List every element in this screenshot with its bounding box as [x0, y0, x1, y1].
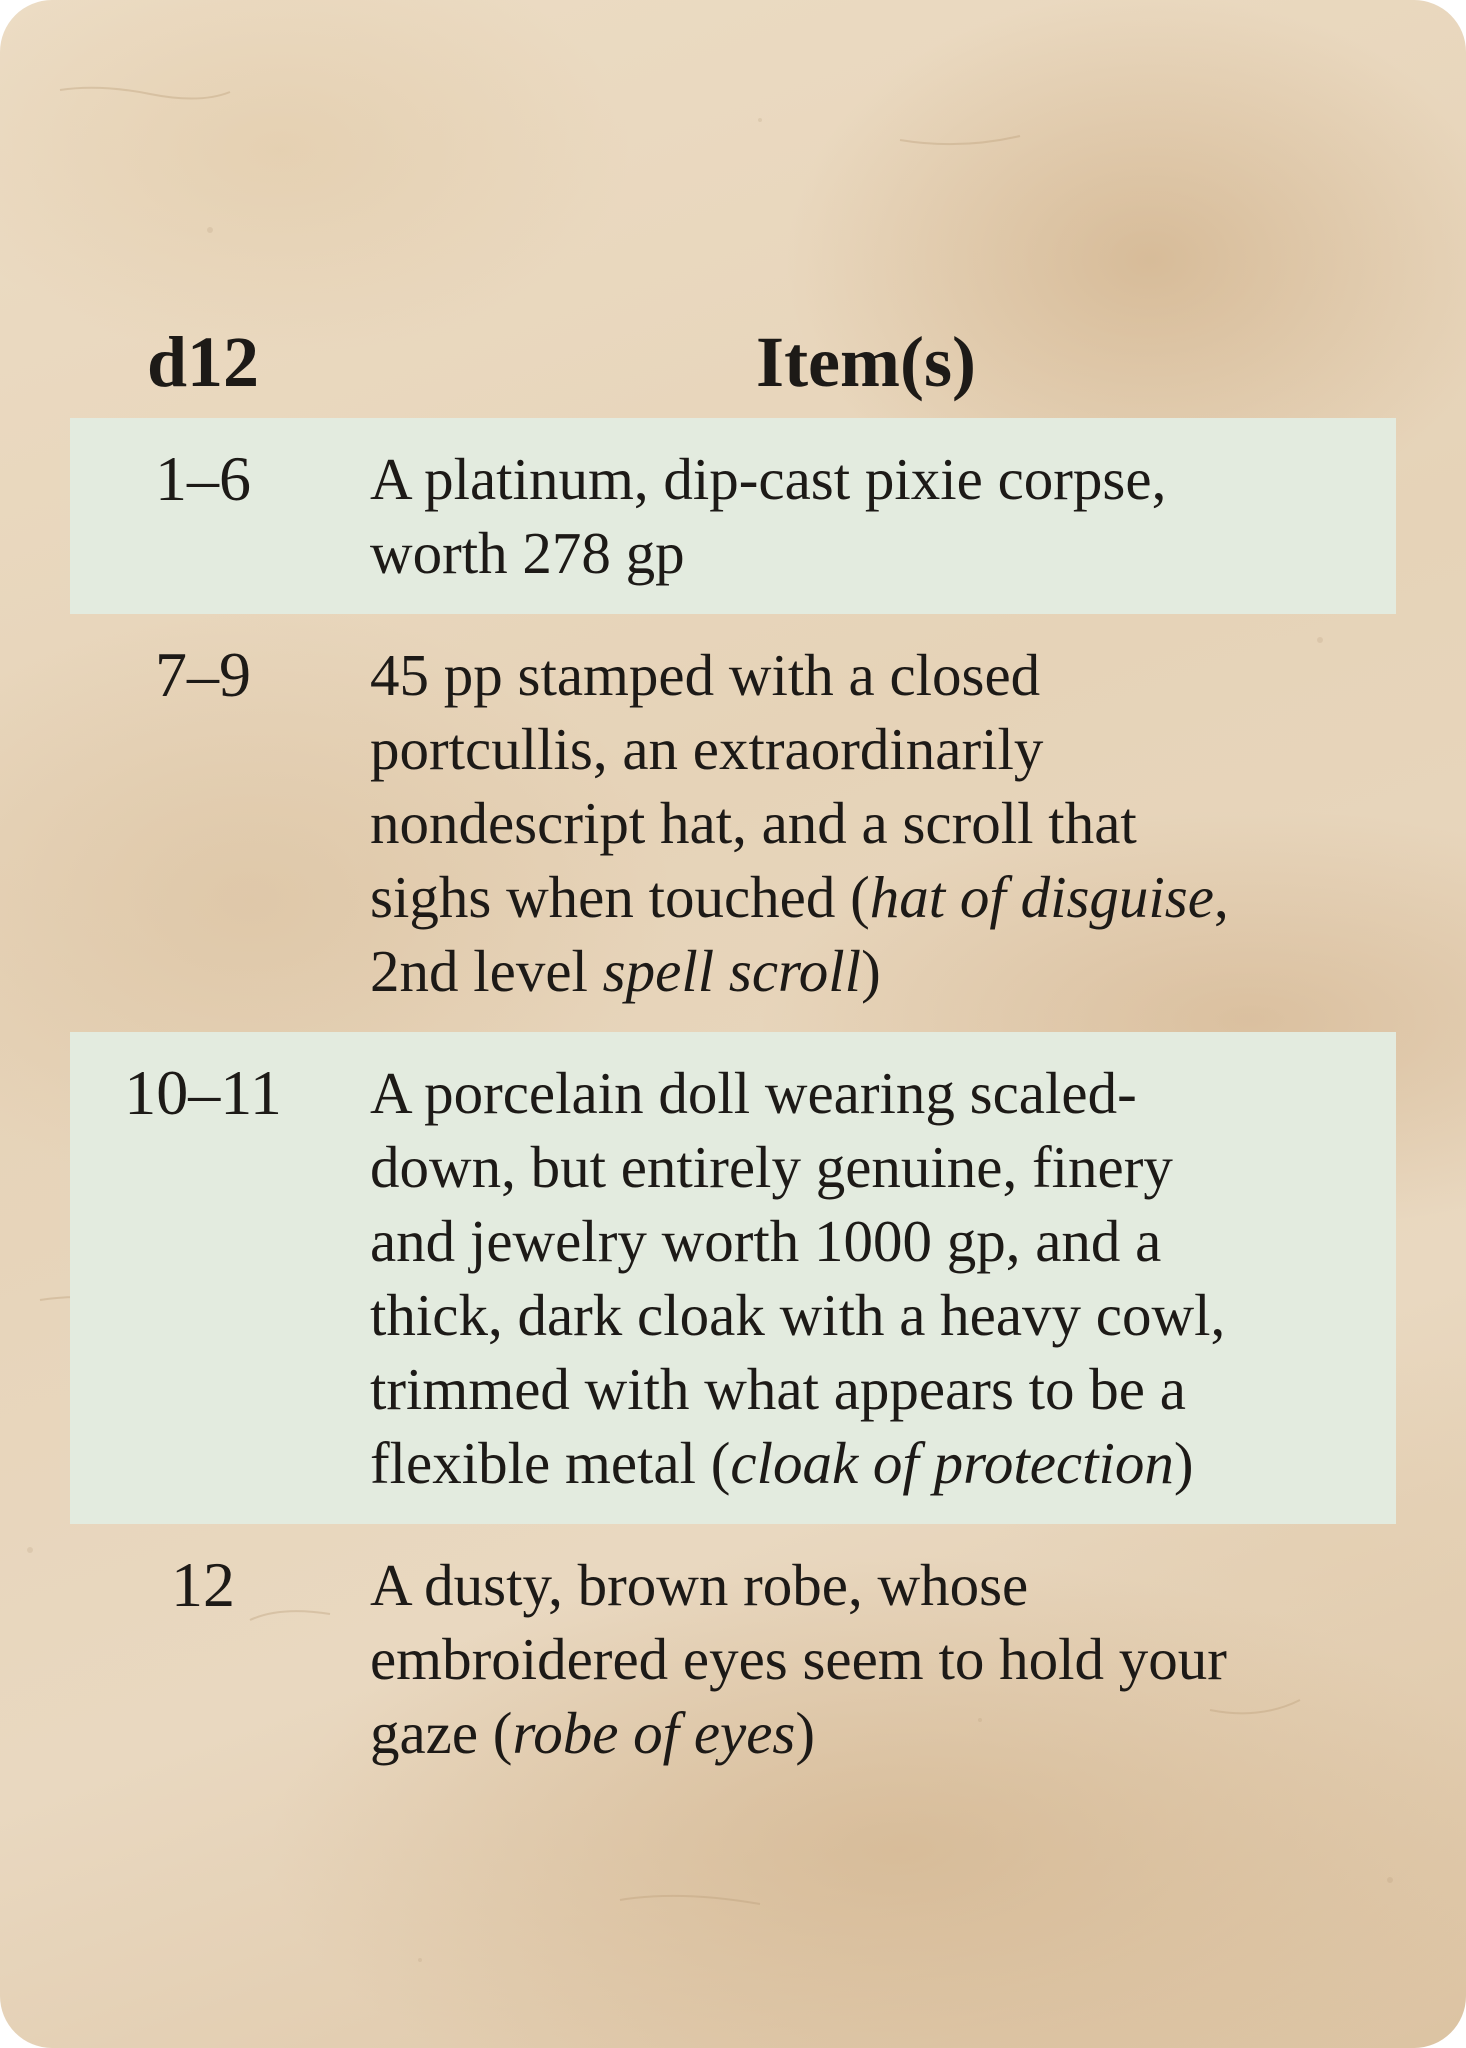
item-text: worth 278 gp [370, 520, 685, 586]
item-line [370, 442, 1356, 516]
item-text: 45 pp stamped with a closed [370, 642, 1041, 708]
item-text: portcullis, an extraordinarily [370, 716, 1044, 782]
item-text: nondescript hat, and a scroll that [370, 790, 1137, 856]
magic-item-name: spell scroll [602, 938, 862, 1004]
item-line [370, 1130, 1356, 1204]
item-line [370, 934, 1356, 1008]
item-line [370, 1352, 1356, 1426]
roll-range: 1–6 [155, 443, 251, 514]
magic-item-name: robe of eyes [512, 1700, 796, 1766]
table-header [70, 320, 1396, 418]
item-line [370, 638, 1356, 712]
item-line [370, 1204, 1356, 1278]
item-text: A porcelain doll wearing scaled- [370, 1060, 1137, 1126]
item-description [336, 638, 1356, 1008]
item-line [370, 1426, 1356, 1500]
item-text: gaze ( [370, 1700, 513, 1766]
item-text: 2nd level [370, 938, 603, 1004]
item-description [336, 1056, 1356, 1500]
item-line [370, 1622, 1356, 1696]
item-text: embroidered eyes seem to hold your [370, 1626, 1227, 1692]
item-description [336, 1548, 1356, 1770]
item-text: A platinum, dip-cast pixie corpse, [370, 446, 1167, 512]
item-text: , [1213, 864, 1229, 930]
roll-range: 12 [171, 1549, 235, 1620]
roll-range: 10–11 [124, 1057, 282, 1128]
item-line [370, 712, 1356, 786]
item-line [370, 786, 1356, 860]
item-text: and jewelry worth 1000 gp, and a [370, 1208, 1162, 1274]
loot-table [70, 320, 1396, 1794]
item-text: thick, dark cloak with a heavy cowl, [370, 1282, 1226, 1348]
roll-column-header: d12 [146, 322, 260, 402]
item-line [370, 1278, 1356, 1352]
item-line [370, 1056, 1356, 1130]
item-text: trimmed with what appears to be a [370, 1356, 1186, 1422]
magic-item-name: cloak of protection [730, 1430, 1174, 1496]
item-line [370, 516, 1356, 590]
magic-item-name: hat of disguise [869, 864, 1214, 930]
item-line [370, 1548, 1356, 1622]
item-line [370, 1696, 1356, 1770]
table-body [70, 418, 1396, 1794]
item-text: flexible metal ( [370, 1430, 731, 1496]
table-row [70, 1524, 1396, 1794]
item-text: ) [1173, 1430, 1194, 1496]
item-text: A dusty, brown robe, whose [370, 1552, 1029, 1618]
item-text: ) [795, 1700, 815, 1766]
roll-range: 7–9 [155, 639, 251, 710]
table-row [70, 418, 1396, 614]
item-line [370, 860, 1356, 934]
item-column-header: Item(s) [756, 322, 976, 402]
table-row [70, 614, 1396, 1032]
item-description [336, 442, 1356, 590]
item-text: ) [861, 938, 881, 1004]
item-text: sighs when touched ( [370, 864, 870, 930]
item-text: down, but entirely genuine, finery [370, 1134, 1173, 1200]
table-row [70, 1032, 1396, 1524]
